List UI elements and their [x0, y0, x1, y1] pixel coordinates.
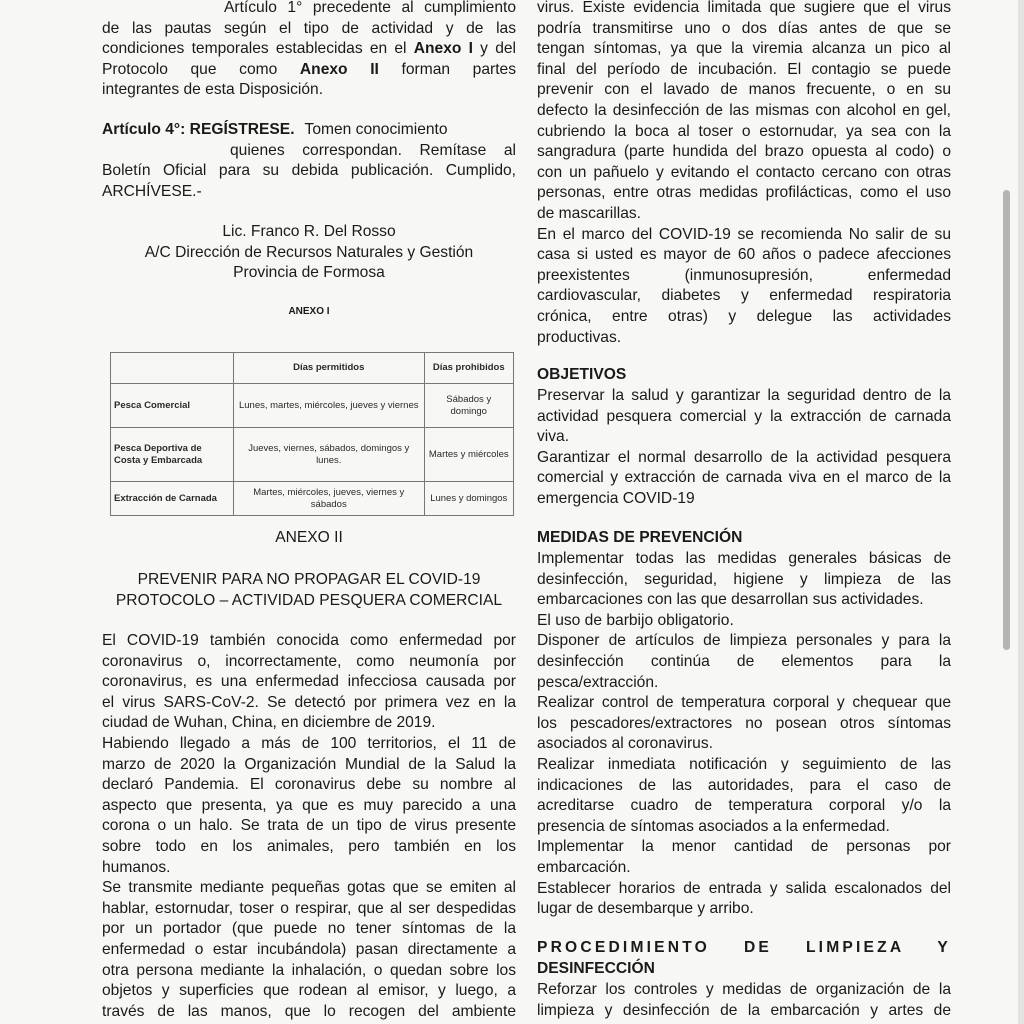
- medidas-line: El uso de barbijo obligatorio.: [537, 611, 734, 629]
- table-header-cell: Días permitidos: [234, 353, 425, 384]
- medidas-line: desinfección, seguridad, higiene y limpieza de las: [537, 570, 951, 588]
- art4-text: Tomen conocimiento: [304, 121, 448, 138]
- medidas-line: lugar de desembarque y arribo.: [537, 900, 754, 918]
- table-cell: Lunes, martes, miércoles, jueves y viernes: [234, 384, 425, 428]
- table-header-cell: [111, 353, 234, 384]
- medidas-line: Implementar la menor cantidad de personas por: [537, 838, 951, 856]
- procedimiento-heading: PROCEDIMIENTO DE LIMPIEZA Y: [537, 939, 951, 956]
- medidas-line: embarcaciones con las que desarrollan sus actividades.: [537, 591, 924, 609]
- medidas-line: Realizar inmediata notificación y seguimiento de las: [537, 756, 951, 773]
- body-line: objetos y superficies que rodean al emisor, y luego, a: [102, 982, 516, 1000]
- medidas-line: los pescadores/extractores no posean otros síntomas: [537, 714, 951, 732]
- medidas-line: pesca/extracción.: [537, 673, 659, 691]
- body-line: tengan síntomas, ya que la viremia alcanza un pico al: [537, 40, 951, 58]
- body-line: Se transmite mediante pequeñas gotas que se emiten al: [102, 879, 516, 897]
- medidas-line: acreditarse cuadro de temperatura corporal y/o la: [537, 797, 951, 815]
- medidas-line: Establecer horarios de entrada y salida escalonados del: [537, 879, 951, 897]
- art1-line: integrantes de esta Disposición.: [102, 81, 324, 99]
- anexo-i-title: ANEXO I: [288, 306, 330, 317]
- table-row: [111, 384, 514, 428]
- art1-line: Protocolo que como Anexo II forman partes: [102, 60, 517, 78]
- medidas-line: embarcación.: [537, 859, 631, 876]
- table-cell: Jueves, viernes, sábados, domingos y lunes.: [234, 428, 425, 482]
- objetivos-line: Garantizar el normal desarrollo de la actividad pesquera: [537, 448, 951, 466]
- body-line: ciudad de Wuhan, China, en diciembre de 2019.: [102, 714, 436, 732]
- body-line: de mascarillas.: [537, 205, 641, 222]
- objetivos-line: viva.: [537, 428, 570, 446]
- scrollbar-thumb[interactable]: [1003, 190, 1010, 650]
- anexo-i-table: [110, 352, 514, 516]
- anexo-ii-title: ANEXO II: [275, 529, 343, 546]
- body-line: el virus SARS-CoV-2. Se detectó por primera vez en la: [102, 693, 516, 711]
- body-line: otra persona mediante la inhalación, o quedan sobre los: [102, 961, 516, 979]
- page-edge: [1018, 0, 1024, 1024]
- table-cell: Sábados y domingo: [424, 384, 514, 428]
- body-line: través de las manos, que lo recogen del ambiente: [102, 1002, 516, 1020]
- body-line: personas, entre otras medidas profilácticas, como el uso: [537, 184, 951, 202]
- body-line: coronavirus o, incorrectamente, como neumonía por: [102, 652, 516, 670]
- table-cell: Extracción de Carnada: [111, 482, 234, 516]
- body-line: casa si usted es mayor de 60 años o padece afecciones: [537, 246, 951, 264]
- protocol-title: PROTOCOLO – ACTIVIDAD PESQUERA COMERCIAL: [115, 592, 503, 609]
- body-line: marzo de 2020 la Organización Mundial de la Salud la: [102, 755, 516, 773]
- procedimiento-heading: DESINFECCIÓN: [537, 960, 655, 977]
- medidas-line: indicaciones de las autoridades, para el caso de: [537, 776, 951, 794]
- objetivos-line: comercial y extracción de carnada viva en el marco de la: [537, 469, 951, 487]
- objetivos-heading: OBJETIVOS: [537, 366, 627, 383]
- signature-line: Lic. Franco R. Del Rosso: [222, 223, 396, 240]
- medidas-line: desinfección continúa de elementos para la: [537, 653, 951, 670]
- table-cell: Martes, miércoles, jueves, viernes y sábados: [234, 482, 425, 516]
- body-line: cubriendo la boca al toser o estornudar, ya sea con la: [537, 122, 951, 140]
- procedimiento-line: limpieza y desinfección de la embarcación y artes de: [537, 1001, 951, 1019]
- table-header-cell: Días prohibidos: [424, 353, 514, 384]
- table-header-row: [111, 353, 514, 384]
- body-line: En el marco del COVID-19 se recomienda No salir de su: [537, 225, 951, 243]
- body-line: preexistentes (inmunosupresión, enfermedad: [537, 266, 951, 284]
- body-line: El COVID-19 también conocida como enfermedad por: [102, 632, 516, 649]
- body-line: declaró Pandemia. El coronavirus debe su nombre al: [102, 776, 516, 794]
- art4-line: ARCHÍVESE.-: [102, 182, 202, 200]
- medidas-heading: MEDIDAS DE PREVENCIÓN: [537, 529, 743, 546]
- table-row: [111, 482, 514, 516]
- body-line: prevenir con el lavado de manos frecuente, o en su: [537, 81, 951, 99]
- medidas-line: presencia de síntomas asociados a la enfermedad.: [537, 817, 890, 835]
- art1-line: de las pautas según el tipo de actividad y de las: [102, 19, 516, 37]
- table-cell: Pesca Comercial: [111, 384, 234, 428]
- objetivos-line: Preservar la salud y garantizar la seguridad dentro de la: [537, 387, 951, 404]
- body-line: productivas.: [537, 328, 622, 346]
- body-line: final del período de incubación. El contagio se puede: [537, 60, 951, 78]
- objetivos-line: emergencia COVID-19: [537, 490, 695, 507]
- body-line: humanos.: [102, 858, 171, 876]
- body-line: coronavirus, es una enfermedad infecciosa causada por: [102, 673, 516, 691]
- body-line: sangradura (parte hundida del brazo opuesta al codo) o: [537, 143, 951, 161]
- body-line: defecto la desinfección de las mismas con alcohol en gel,: [537, 102, 951, 119]
- art4-line: Boletín Oficial para su debida publicación. Cumplido,: [102, 162, 516, 180]
- body-line: enfermedad o estar incubándola) pasan directamente a: [102, 941, 516, 958]
- body-line: cardiovascular, diabetes y enfermedad respiratoria: [537, 287, 951, 305]
- body-line: aspecto que presenta, ya que es muy parecido a una: [102, 796, 516, 814]
- art4-line: quienes correspondan. Remítase al: [230, 141, 516, 159]
- art1-line: condiciones temporales establecidas en el Anexo I y del: [102, 40, 517, 58]
- art1-line: Artículo 1° precedente al cumplimiento: [224, 0, 516, 16]
- art4-label: Artículo 4°: REGÍSTRESE.: [102, 121, 295, 138]
- body-line: hablar, estornudar, toser o respirar, que al ser despedidas: [102, 899, 516, 917]
- medidas-line: Realizar control de temperatura corporal y chequear que: [537, 694, 951, 712]
- table-cell: Pesca Deportiva de Costa y Embarcada: [111, 428, 234, 482]
- objetivos-line: actividad pesquera comercial y la extracción de carnada: [537, 407, 951, 425]
- signature-line: A/C Dirección de Recursos Naturales y Gestión: [144, 243, 474, 261]
- body-line: sobre todo en los animales, pero también en los: [102, 838, 516, 855]
- signature-line: Provincia de Formosa: [233, 264, 385, 282]
- body-line: con un pañuelo y evitando el contacto cercano con otras: [537, 163, 951, 181]
- body-line: crónica, entre otras) y delegue las actividades: [537, 308, 951, 325]
- medidas-line: asociados al coronavirus.: [537, 735, 713, 753]
- body-line: corona o un halo. Se trata de un tipo de virus presente: [102, 817, 516, 835]
- procedimiento-line: Reforzar los controles y medidas de organización de la: [537, 981, 951, 998]
- table-cell: Martes y miércoles: [424, 428, 514, 482]
- body-line: Habiendo llegado a más de 100 territorios, el 11 de: [102, 735, 516, 752]
- body-line: podría transmitirse uno o dos días antes de que se: [537, 19, 951, 37]
- body-line: virus. Existe evidencia limitada que sugiere que el virus: [537, 0, 951, 16]
- table-row: [111, 428, 514, 482]
- medidas-line: Disponer de artículos de limpieza personales y para la: [537, 632, 951, 650]
- table-cell: Lunes y domingos: [424, 482, 514, 516]
- protocol-title: PREVENIR PARA NO PROPAGAR EL COVID-19: [137, 571, 481, 588]
- art4-first-line: [102, 120, 516, 141]
- medidas-line: Implementar todas las medidas generales básicas de: [537, 550, 951, 567]
- body-line: por un portador (que puede no tener síntomas de la: [102, 920, 516, 938]
